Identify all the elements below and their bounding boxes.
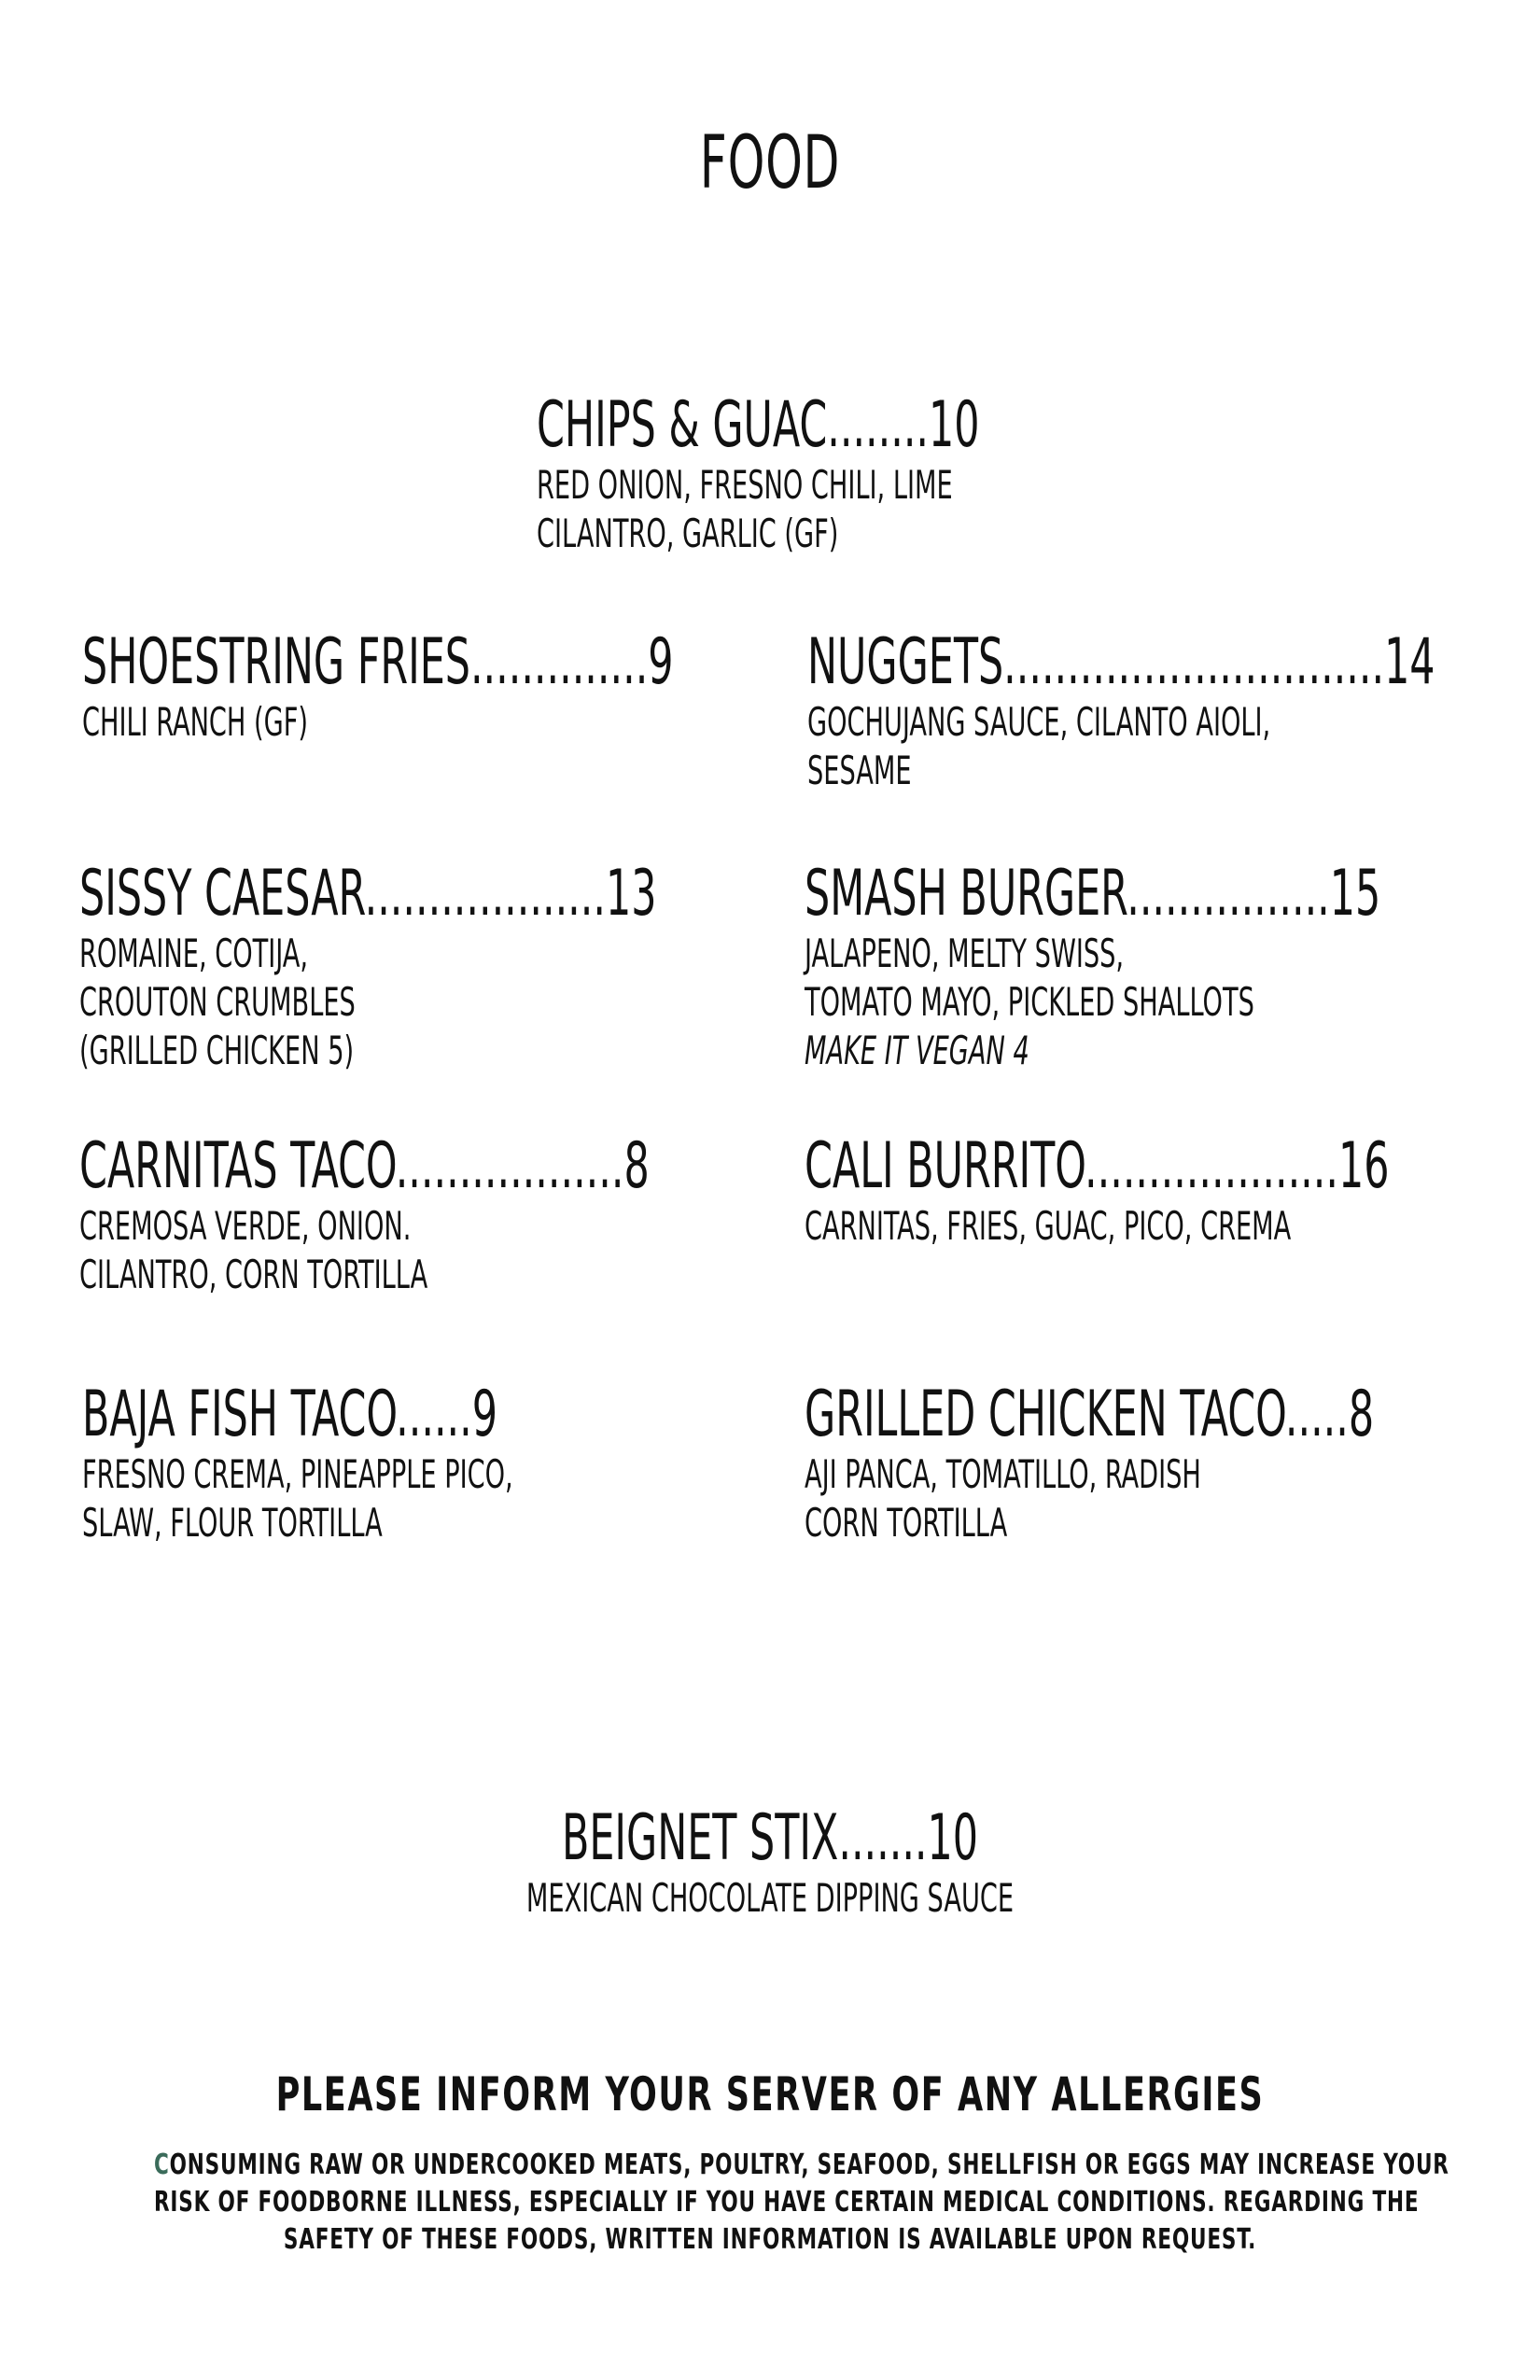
item-price: 9 (471, 1378, 498, 1451)
item-description (79, 1202, 665, 1299)
description-line: ROMAINE, COTIJA, (79, 931, 308, 976)
item-dots: ..... (1284, 1378, 1349, 1451)
menu-item (79, 859, 903, 1075)
menu-item (82, 627, 927, 747)
item-description (807, 698, 1453, 795)
item-price: 16 (1337, 1129, 1390, 1203)
item-dots: ....... (838, 1801, 928, 1875)
menu-item (805, 1131, 1540, 1251)
item-name: BEIGNET STIX (561, 1801, 839, 1875)
item-name-line (537, 390, 980, 461)
menu-item (79, 1131, 893, 1299)
menu-item (807, 627, 1540, 795)
item-dots: .................. (395, 1129, 624, 1203)
vegan-option-note: MAKE IT VEGAN 4 (805, 1028, 1029, 1073)
item-price: 10 (929, 388, 980, 462)
item-name-line (805, 859, 1380, 930)
item-name: GRILLED CHICKEN TACO (805, 1378, 1285, 1451)
item-name-line (79, 859, 656, 930)
menu-item (82, 1379, 680, 1547)
advisory-line: SAFETY OF THESE FOODS, WRITTEN INFORMATION IS AVAILABLE UPON REQUEST. (283, 2223, 1257, 2256)
menu-item (805, 859, 1540, 1075)
item-name-line (807, 627, 1435, 698)
item-name: CARNITAS TACO (79, 1129, 396, 1203)
item-dots: .............................. (1003, 625, 1385, 699)
description-line: CARNITAS, FRIES, GUAC, PICO, CREMA (805, 1203, 1292, 1249)
description-line: SLAW, FLOUR TORTILLA (82, 1500, 383, 1546)
item-description (805, 1450, 1391, 1547)
description-line: RED ONION, FRESNO CHILI, LIME (537, 462, 953, 508)
description-line: CROUTON CRUMBLES (79, 979, 356, 1025)
item-price: 10 (927, 1801, 979, 1875)
item-price: 15 (1329, 857, 1381, 931)
item-name: SISSY CAESAR (79, 857, 365, 931)
description-line: CORN TORTILLA (805, 1500, 1008, 1546)
description-line: (GRILLED CHICKEN 5) (79, 1028, 355, 1073)
description-line: GOCHUJANG SAUCE, CILANTO AIOLI, (807, 699, 1271, 745)
item-name-line (805, 1379, 1374, 1450)
advisory-line (154, 2147, 1449, 2184)
item-price: 8 (623, 1129, 650, 1203)
description-line: FRESNO CREMA, PINEAPPLE PICO, (82, 1451, 513, 1497)
menu-title: FOOD (699, 121, 841, 205)
description-line: CILANTRO, CORN TORTILLA (79, 1252, 428, 1297)
item-description (82, 698, 691, 747)
item-name-line (82, 1379, 501, 1450)
item-description (79, 930, 673, 1075)
item-description (805, 1202, 1406, 1251)
item-name-line (82, 627, 674, 698)
item-price: 14 (1384, 625, 1435, 699)
item-name: BAJA FISH TACO (82, 1378, 397, 1451)
menu-item (805, 1379, 1540, 1547)
description-line: TOMATO MAYO, PICKLED SHALLOTS (805, 979, 1254, 1025)
item-name: CALI BURRITO (805, 1129, 1085, 1203)
item-price: 9 (648, 625, 674, 699)
description-line: CHILI RANCH (GF) (82, 699, 308, 745)
description-line: MEXICAN CHOCOLATE DIPPING SAUCE (525, 1875, 1015, 1921)
description-line: CREMOSA VERDE, ONION. (79, 1203, 412, 1249)
item-name: NUGGETS (807, 625, 1004, 699)
item-description (216, 1874, 1324, 1923)
item-name-line (231, 1803, 1309, 1874)
item-name-line (805, 1131, 1389, 1202)
menu-item (537, 390, 1169, 558)
advisory-first-letter: C (154, 2149, 170, 2181)
consumer-advisory (0, 2147, 1540, 2259)
item-dots: .................... (1085, 1129, 1338, 1203)
item-dots: ................ (1127, 857, 1330, 931)
advisory-line: RISK OF FOODBORNE ILLNESS, ESPECIALLY IF YOU HAVE CERTAIN MEDICAL CONDITIONS. REGARDING THE (154, 2186, 1420, 2219)
item-dots: .............. (469, 625, 649, 699)
item-name: SHOESTRING FRIES (82, 625, 470, 699)
description-line: JALAPENO, MELTY SWISS, (805, 931, 1125, 976)
allergy-heading: PLEASE INFORM YOUR SERVER OF ANY ALLERGIES (275, 2067, 1265, 2121)
item-price: 8 (1348, 1378, 1375, 1451)
item-description (82, 1450, 513, 1547)
item-description (805, 930, 1397, 1075)
item-dots: ...... (396, 1378, 472, 1451)
description-line: CILANTRO, GARLIC (GF) (537, 511, 839, 556)
item-price: 13 (605, 857, 657, 931)
menu-item (0, 1803, 1540, 1923)
item-name-line (79, 1131, 650, 1202)
item-dots: ................... (364, 857, 606, 931)
description-line: SESAME (807, 748, 912, 793)
advisory-text: ONSUMING RAW OR UNDERCOOKED MEATS, POULTRY, SEAFOOD, SHELLFISH OR EGGS MAY INCREASE YOUR (169, 2149, 1449, 2181)
item-name: CHIPS & GUAC (537, 388, 828, 462)
description-line: AJI PANCA, TOMATILLO, RADISH (805, 1451, 1201, 1497)
item-dots: ........ (827, 388, 930, 462)
item-name: SMASH BURGER (805, 857, 1127, 931)
item-description (537, 461, 992, 558)
